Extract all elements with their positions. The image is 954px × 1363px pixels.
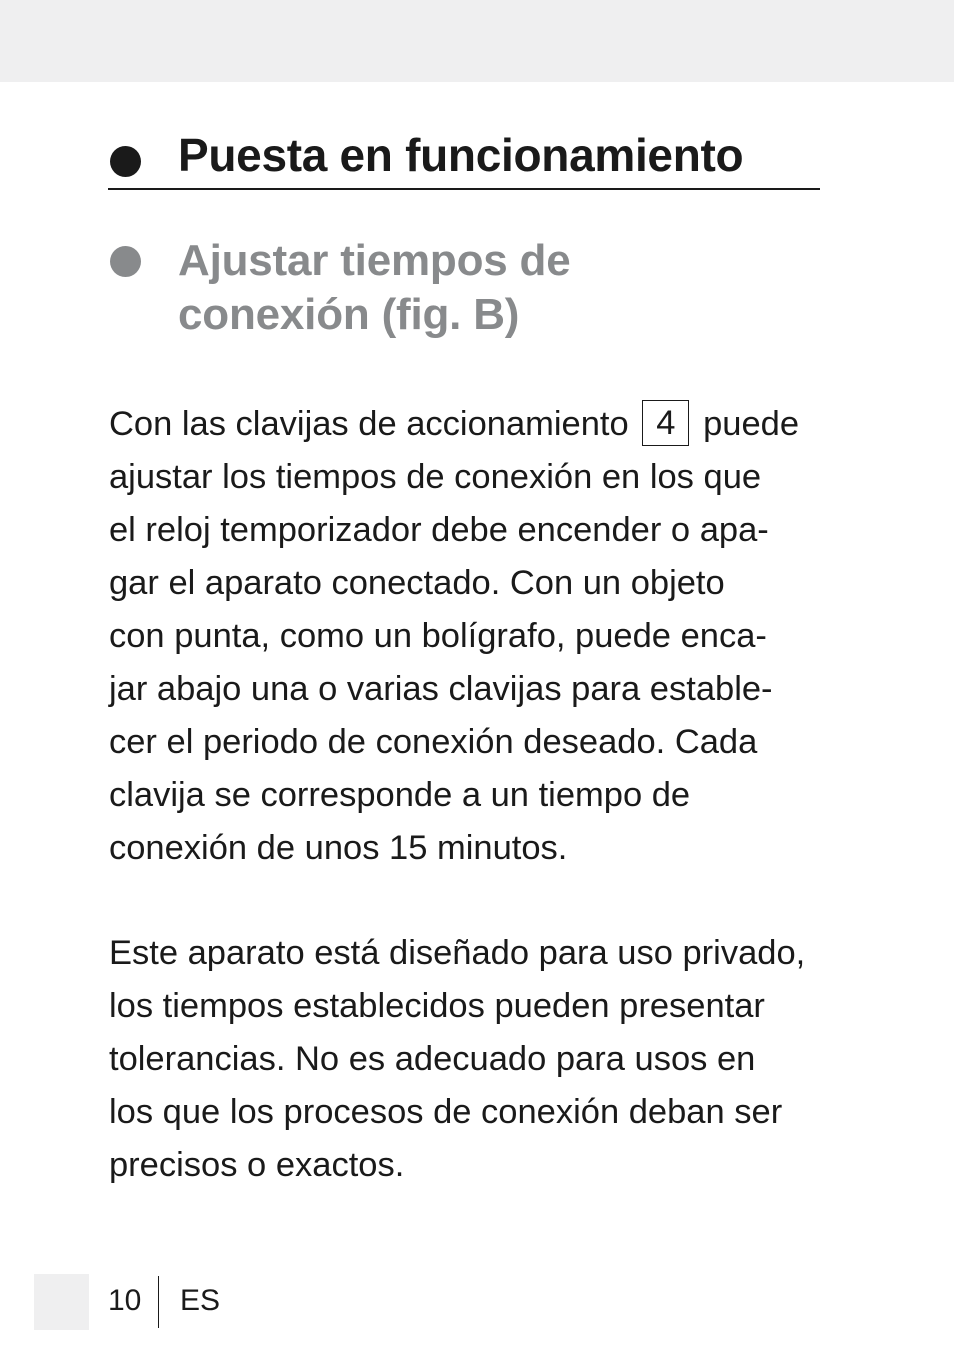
- paragraph-line: los tiempos establecidos pueden presentar: [109, 987, 765, 1025]
- paragraph-line: tolerancias. No es adecuado para usos en: [109, 1040, 756, 1078]
- language-code: ES: [180, 1284, 221, 1317]
- subheading-title: [178, 234, 571, 342]
- subheading-line: conexión (fig. B): [178, 290, 520, 339]
- subheading-line: Ajustar tiempos de: [178, 236, 571, 285]
- top-band: [0, 0, 954, 82]
- paragraph-line: el reloj temporizador debe encender o apa-: [109, 511, 769, 549]
- footer-tab: [34, 1274, 89, 1330]
- heading-bullet-icon: [110, 146, 141, 177]
- paragraph-line: gar el aparato conectado. Con un objeto: [109, 564, 725, 602]
- footer-divider: [158, 1276, 159, 1328]
- paragraph-line: con punta, como un bolígrafo, puede enca-: [109, 617, 767, 655]
- paragraph-uso-privado: [109, 927, 869, 1192]
- heading-title: Puesta en funcionamiento: [178, 129, 744, 181]
- paragraph-line: Este aparato está diseñado para uso privado,: [109, 934, 806, 972]
- paragraph-line: cer el periodo de conexión deseado. Cada: [109, 723, 758, 761]
- page-number: 10: [108, 1284, 142, 1317]
- paragraph-line: [109, 398, 869, 451]
- paragraph-line: conexión de unos 15 minutos.: [109, 829, 568, 867]
- text-before-ref: Con las clavijas de accionamiento: [109, 405, 629, 443]
- section-heading-puesta: [108, 124, 820, 190]
- paragraph-clavijas: [109, 398, 869, 875]
- reference-number-box: 4: [642, 400, 689, 446]
- paragraph-line: clavija se corresponde a un tiempo de: [109, 776, 691, 814]
- subheading-bullet-icon: [110, 246, 141, 277]
- paragraph-line: precisos o exactos.: [109, 1146, 405, 1184]
- text-after-ref: puede: [703, 405, 800, 443]
- paragraph-line: los que los procesos de conexión deban ser: [109, 1093, 783, 1131]
- paragraph-line: jar abajo una o varias clavijas para estable-: [109, 670, 773, 708]
- paragraph-line: ajustar los tiempos de conexión en los que: [109, 458, 762, 496]
